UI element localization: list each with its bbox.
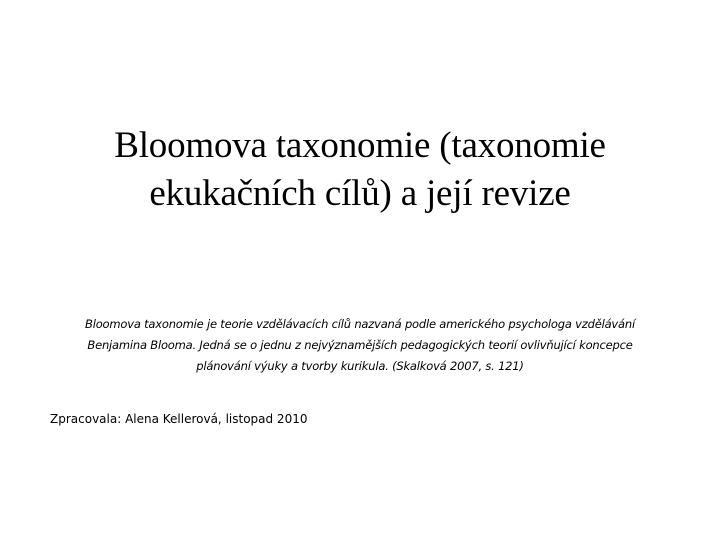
- quote-line-2: Benjamina Blooma. Jedná se o jednu z nejvýznamějších pedagogických teorií ovlivňující koncepce: [87, 338, 633, 352]
- slide-title: [36, 122, 684, 218]
- quote-line-1: Bloomova taxonomie je teorie vzdělávacích cílů nazvaná podle amerického psychologa vzdělávání: [85, 317, 635, 331]
- definition-quote: [52, 314, 668, 377]
- title-line-2: ekukačních cílů) a její revize: [149, 173, 571, 214]
- author-credit: Zpracovala: Alena Kellerová, listopad 2010: [50, 412, 308, 426]
- quote-line-3: plánování výuky a tvorby kurikula. (Skalková 2007, s. 121): [196, 359, 524, 373]
- title-line-1: Bloomova taxonomie (taxonomie: [114, 125, 606, 166]
